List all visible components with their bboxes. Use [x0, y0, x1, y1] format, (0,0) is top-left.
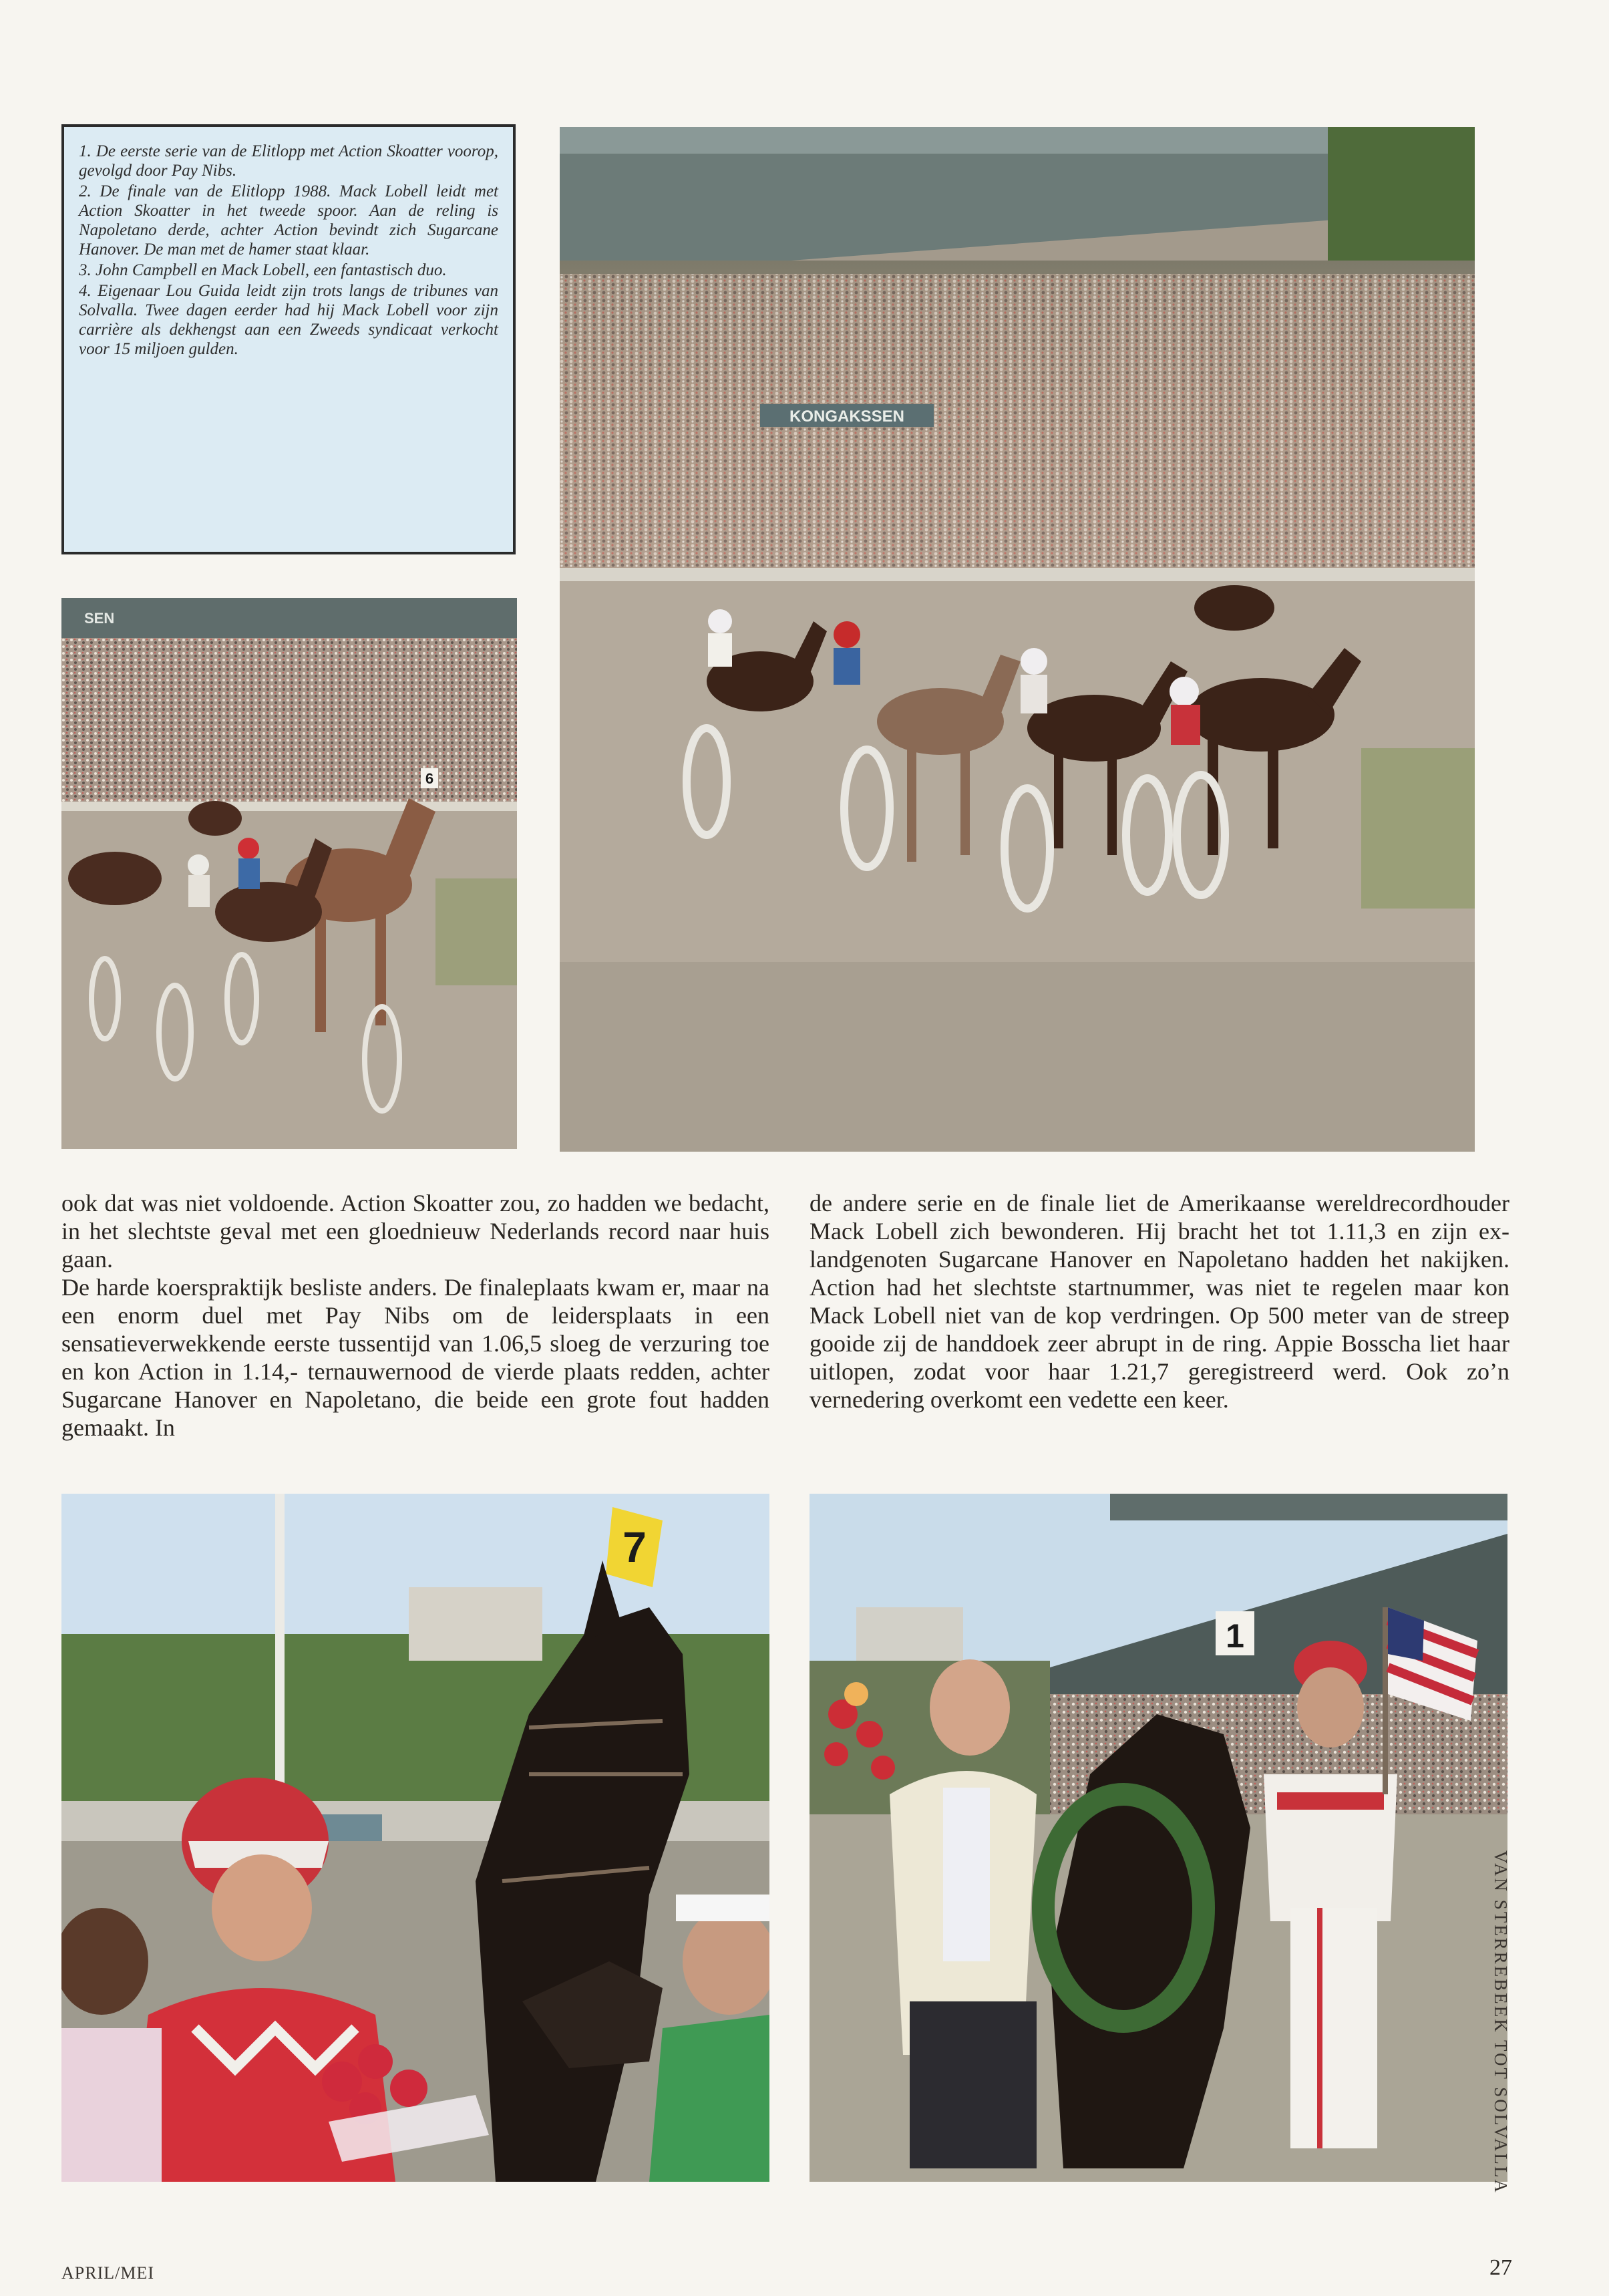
issue-label: APRIL/MEI: [61, 2263, 154, 2283]
photo-lou-guida-parade: [810, 1494, 1507, 2182]
body-paragraph: De harde koerspraktijk besliste anders. De finaleplaats kwam er, maar na een enorm duel met Pay Nibs om de leidersplaats in een sensatieverwekkende eerste tussentijd van 1.06,5 sloeg de verzuring toe en kon Action in 1.14,- ternauwernood de vierde plaats redden, achter Sugarcane Hanover en Napoletano, die beide een grote fout hadden gemaakt. In: [61, 1274, 769, 1441]
caption-4: 4. Eigenaar Lou Guida leidt zijn trots langs de tribunes van Solvalla. Twee dagen eerder had hij Mack Lobell voor zijn carrière als dekhengst aan een Zweeds syndicaat verkocht voor 15 miljoen gulden.: [79, 282, 498, 358]
body-column-right: [810, 1189, 1509, 1414]
photo-race-closeup: [61, 598, 517, 1149]
parade-number: 1: [1226, 1617, 1244, 1655]
grandstand-sign: KONGAKSSEN: [789, 407, 905, 426]
page-number: 27: [1489, 2255, 1512, 2280]
photo-campbell-lobell: [61, 1494, 769, 2182]
caption-box: [61, 124, 516, 554]
photo-race-grandstand: [560, 127, 1475, 1152]
race-number: 6: [425, 770, 434, 787]
caption-3: 3. John Campbell en Mack Lobell, een fantastisch duo.: [79, 261, 447, 279]
body-column-left: [61, 1189, 769, 1442]
number-flag: 7: [622, 1523, 647, 1571]
side-credit: VAN STERREBEEK TOT SOLVALLA: [1491, 1850, 1511, 2194]
caption-1: 1. De eerste serie van de Elitlopp met Action Skoatter voorop, gevolgd door Pay Nibs.: [79, 142, 498, 180]
stand-sign: SEN: [84, 610, 115, 627]
caption-2: 2. De finale van de Elitlopp 1988. Mack Lobell leidt met Action Skoatter in het tweede spoor. Aan de reling is Napoletano derde, achter Action bevindt zich Sugarcane Hanover. De man met de hamer staat klaar.: [79, 182, 498, 259]
body-paragraph: de andere serie en de finale liet de Amerikaanse wereldrecordhouder Mack Lobell zich bewonderen. Hij bracht het tot 1.11,3 en zijn ex-landgenoten Sugarcane Hanover en Napoletano hadden het nakijken. Action had het slechtste startnummer, was niet te regelen maar kon Mack Lobell niet van de kop verdringen. Op 500 meter van de streep gooide zij de handdoek zeer abrupt in de ring. Appie Bosscha liet haar uitlopen, zodat voor haar 1.21,7 geregistreerd werd. Ook zo’n vernedering overkomt een vedette een keer.: [810, 1190, 1509, 1413]
body-paragraph: ook dat was niet voldoende. Action Skoatter zou, zo hadden we bedacht, in het slechtste geval met een gloednieuw Nederlands record naar huis gaan.: [61, 1190, 769, 1273]
